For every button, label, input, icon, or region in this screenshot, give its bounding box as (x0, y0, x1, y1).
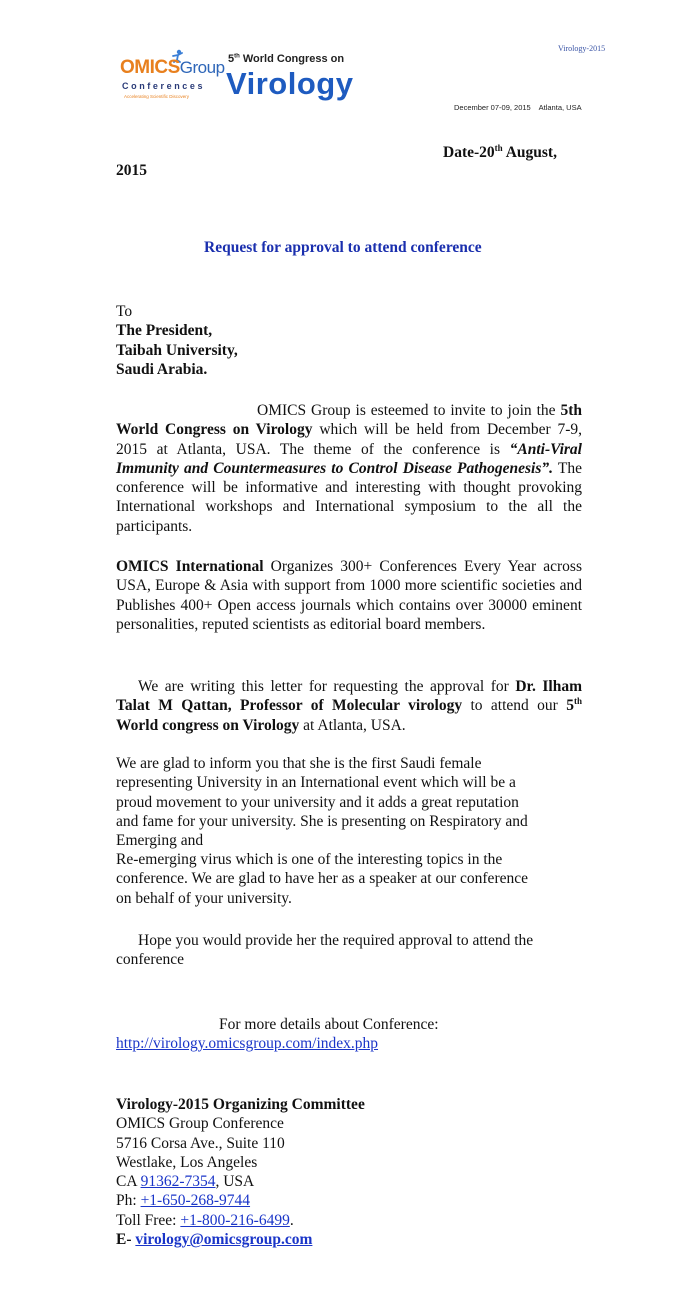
logo-omics-text: OMICS (120, 57, 180, 78)
omics-logo (120, 50, 230, 110)
phone-link[interactable]: +1-650-268-9744 (140, 1192, 251, 1210)
signature-zip-line: CA 91362-7354, USA (116, 1173, 255, 1191)
letter-subject: Request for approval to attend conference (204, 239, 482, 256)
recipient-country: Saudi Arabia. (116, 360, 208, 378)
signature-tollfree-line: Toll Free: +1-800-216-6499. (116, 1211, 294, 1229)
header-tag: Virology-2015 (558, 44, 606, 53)
details-label: For more details about Conference: (219, 1016, 439, 1033)
paragraph-omics-international: OMICS International Organizes 300+ Conferences Every Year across USA, Europe & Asia with support from 1000 more scientific societies and Publishes 400+ Open access journals which contains over 30000 eminent personalities, reputed scientists as editorial board members. (116, 558, 582, 633)
text-line: conference. We are glad to have her as a speaker at our conference (116, 870, 528, 888)
logo-tagline: Accelerating Scientific Discovery (124, 94, 190, 99)
zip-link[interactable]: 91362-7354 (140, 1173, 216, 1191)
paragraph-reemerging-virus (116, 850, 586, 908)
congress-logo-name: Virology (226, 66, 354, 101)
tollfree-link[interactable]: +1-800-216-6499 (180, 1211, 290, 1229)
text-line: Re-emerging virus which is one of the interesting topics in the (116, 851, 503, 868)
text-line: on behalf of your university. (116, 889, 292, 907)
text-line: proud movement to your university and it adds a great reputation (116, 793, 519, 811)
details-link-container (116, 1034, 378, 1053)
paragraph-first-saudi-female (116, 754, 586, 850)
letter-date: Date-20th August, (443, 142, 557, 161)
logo-conferences-text: Conferences (122, 81, 206, 91)
paragraph-closing (116, 931, 586, 970)
recipient-to: To (116, 303, 133, 320)
recipient-block (116, 302, 238, 379)
email-link[interactable]: virology@omicsgroup.com (135, 1231, 313, 1249)
signature-committee: Virology-2015 Organizing Committee (116, 1096, 365, 1113)
text-line: We are glad to inform you that she is the first Saudi female (116, 755, 482, 772)
signature-org: OMICS Group Conference (116, 1115, 284, 1133)
text-line: Hope you would provide her the required approval to attend the (138, 932, 534, 949)
text-line: representing University in an International event which will be a (116, 774, 516, 792)
signature-address-line2: Westlake, Los Angeles (116, 1153, 258, 1171)
logo-group-text: Group (179, 58, 225, 77)
recipient-university: Taibah University, (116, 341, 238, 359)
congress-heading: 5th World Congress on (228, 53, 345, 65)
text-line: and fame for your university. She is presenting on Respiratory and (116, 812, 528, 830)
text-line: Emerging and (116, 832, 204, 850)
header-dates-location: December 07-09, 2015 Atlanta, USA (454, 103, 582, 112)
paragraph-invitation: OMICS Group is esteemed to invite to join the 5th World Congress on Virology which will be held from December 7-9, 2015 at Atlanta, USA. The theme of the conference is “Anti-Viral Immunity and Countermeasures to Control Disease Pathogenesis”. The conference will be informative and interesting with thought provoking International workshops and International symposium to the all the participants. (116, 402, 583, 535)
signature-block (116, 1095, 596, 1249)
letter-year: 2015 (116, 162, 147, 179)
paragraph-request: We are writing this letter for requesting the approval for Dr. Ilham Talat M Qattan, Professor of Molecular virology to attend our 5th World congress on Virology at Atlanta, USA. (116, 678, 582, 734)
recipient-title: The President, (116, 322, 213, 340)
conference-url-link[interactable]: http://virology.omicsgroup.com/index.php (116, 1035, 379, 1052)
signature-address-line1: 5716 Corsa Ave., Suite 110 (116, 1134, 285, 1152)
signature-phone-line: Ph: +1-650-268-9744 (116, 1192, 251, 1210)
text-line: conference (116, 951, 184, 969)
signature-email-line: E- virology@omicsgroup.com (116, 1231, 313, 1249)
